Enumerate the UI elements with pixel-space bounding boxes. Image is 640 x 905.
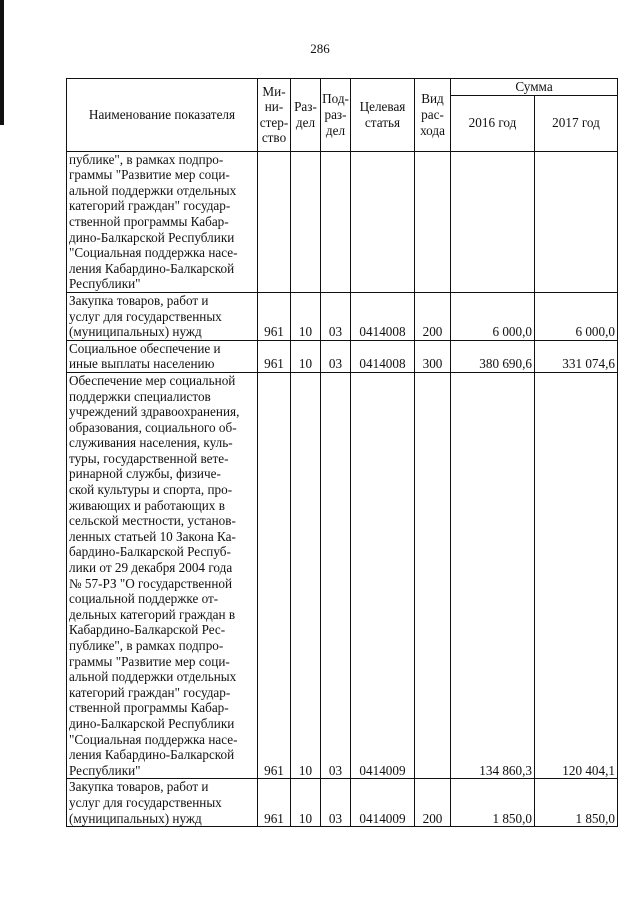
header-name: Наименование показателя bbox=[67, 79, 258, 152]
row-sum-2017: 6 000,0 bbox=[535, 292, 618, 340]
table-row bbox=[67, 372, 618, 778]
row-sum-2016: 134 860,3 bbox=[451, 372, 535, 778]
row-expense-type: 200 bbox=[415, 292, 451, 340]
table-row bbox=[67, 779, 618, 827]
row-name: Социальное обеспечение и иные выплаты населению bbox=[67, 340, 258, 372]
row-subsection: 03 bbox=[321, 779, 351, 827]
row-target-article: 0414009 bbox=[351, 779, 415, 827]
header-expense-type: Вид рас- хода bbox=[415, 79, 451, 152]
row-section: 10 bbox=[291, 292, 321, 340]
row-target-article: 0414008 bbox=[351, 292, 415, 340]
row-sum-2016 bbox=[451, 151, 535, 292]
row-subsection: 03 bbox=[321, 292, 351, 340]
row-name: Закупка товаров, работ и услуг для государственных (муниципальных) нужд bbox=[67, 779, 258, 827]
row-sum-2017: 331 074,6 bbox=[535, 340, 618, 372]
row-subsection: 03 bbox=[321, 372, 351, 778]
row-section: 10 bbox=[291, 779, 321, 827]
header-section: Раз- дел bbox=[291, 79, 321, 152]
budget-table bbox=[66, 78, 618, 827]
row-section bbox=[291, 151, 321, 292]
header-sum: Сумма bbox=[451, 79, 618, 96]
row-subsection bbox=[321, 151, 351, 292]
row-sum-2016: 1 850,0 bbox=[451, 779, 535, 827]
row-sum-2016: 6 000,0 bbox=[451, 292, 535, 340]
row-ministry: 961 bbox=[258, 779, 291, 827]
row-name: Закупка товаров, работ и услуг для государственных (муниципальных) нужд bbox=[67, 292, 258, 340]
table-row bbox=[67, 340, 618, 372]
row-target-article: 0414009 bbox=[351, 372, 415, 778]
row-ministry: 961 bbox=[258, 340, 291, 372]
row-subsection: 03 bbox=[321, 340, 351, 372]
row-target-article: 0414008 bbox=[351, 340, 415, 372]
row-expense-type: 200 bbox=[415, 779, 451, 827]
row-expense-type bbox=[415, 372, 451, 778]
row-sum-2017: 1 850,0 bbox=[535, 779, 618, 827]
header-year-2016: 2016 год bbox=[451, 95, 535, 151]
row-name: публике", в рамках подпро- граммы "Развитие мер соци- альной поддержки отдельных категорий граждан" государ- ственной программы Кабар- дино-Балкарской Республики "Социальная поддержка насе- ления Кабардино-Балкарской Республики" bbox=[67, 151, 258, 292]
header-subsection: Под- раз- дел bbox=[321, 79, 351, 152]
scan-edge-mark bbox=[0, 0, 4, 125]
row-sum-2017 bbox=[535, 151, 618, 292]
row-name: Обеспечение мер социальной поддержки специалистов учреждений здравоохранения, образования, социального об- служивания населения, куль- туры, государственной вете- ринарной службы, физиче- ской культуры и спорта, про- живающих и работающих в сельской местности, установ- ленных статьей 10 Закона Ка- бардино-Балкарской Респуб- лики от 29 декабря 2004 года № 57-РЗ "О государственной социальной поддержке от- дельных категорий граждан в Кабардино-Балкарской Рес- публике", в рамках подпро- граммы "Развитие мер соци- альной поддержки отдельных категорий граждан" государ- ственной программы Кабар- дино-Балкарской Республики "Социальная поддержка насе- ления Кабардино-Балкарской Республики" bbox=[67, 372, 258, 778]
table-row bbox=[67, 151, 618, 292]
row-ministry: 961 bbox=[258, 372, 291, 778]
row-expense-type: 300 bbox=[415, 340, 451, 372]
row-sum-2016: 380 690,6 bbox=[451, 340, 535, 372]
table-row bbox=[67, 292, 618, 340]
page-number: 286 bbox=[310, 41, 330, 56]
header-year-2017: 2017 год bbox=[535, 95, 618, 151]
header-ministry: Ми- ни- стер- ство bbox=[258, 79, 291, 152]
row-expense-type bbox=[415, 151, 451, 292]
row-ministry: 961 bbox=[258, 292, 291, 340]
row-target-article bbox=[351, 151, 415, 292]
row-sum-2017: 120 404,1 bbox=[535, 372, 618, 778]
header-target-article: Целевая статья bbox=[351, 79, 415, 152]
row-section: 10 bbox=[291, 372, 321, 778]
row-ministry bbox=[258, 151, 291, 292]
row-section: 10 bbox=[291, 340, 321, 372]
